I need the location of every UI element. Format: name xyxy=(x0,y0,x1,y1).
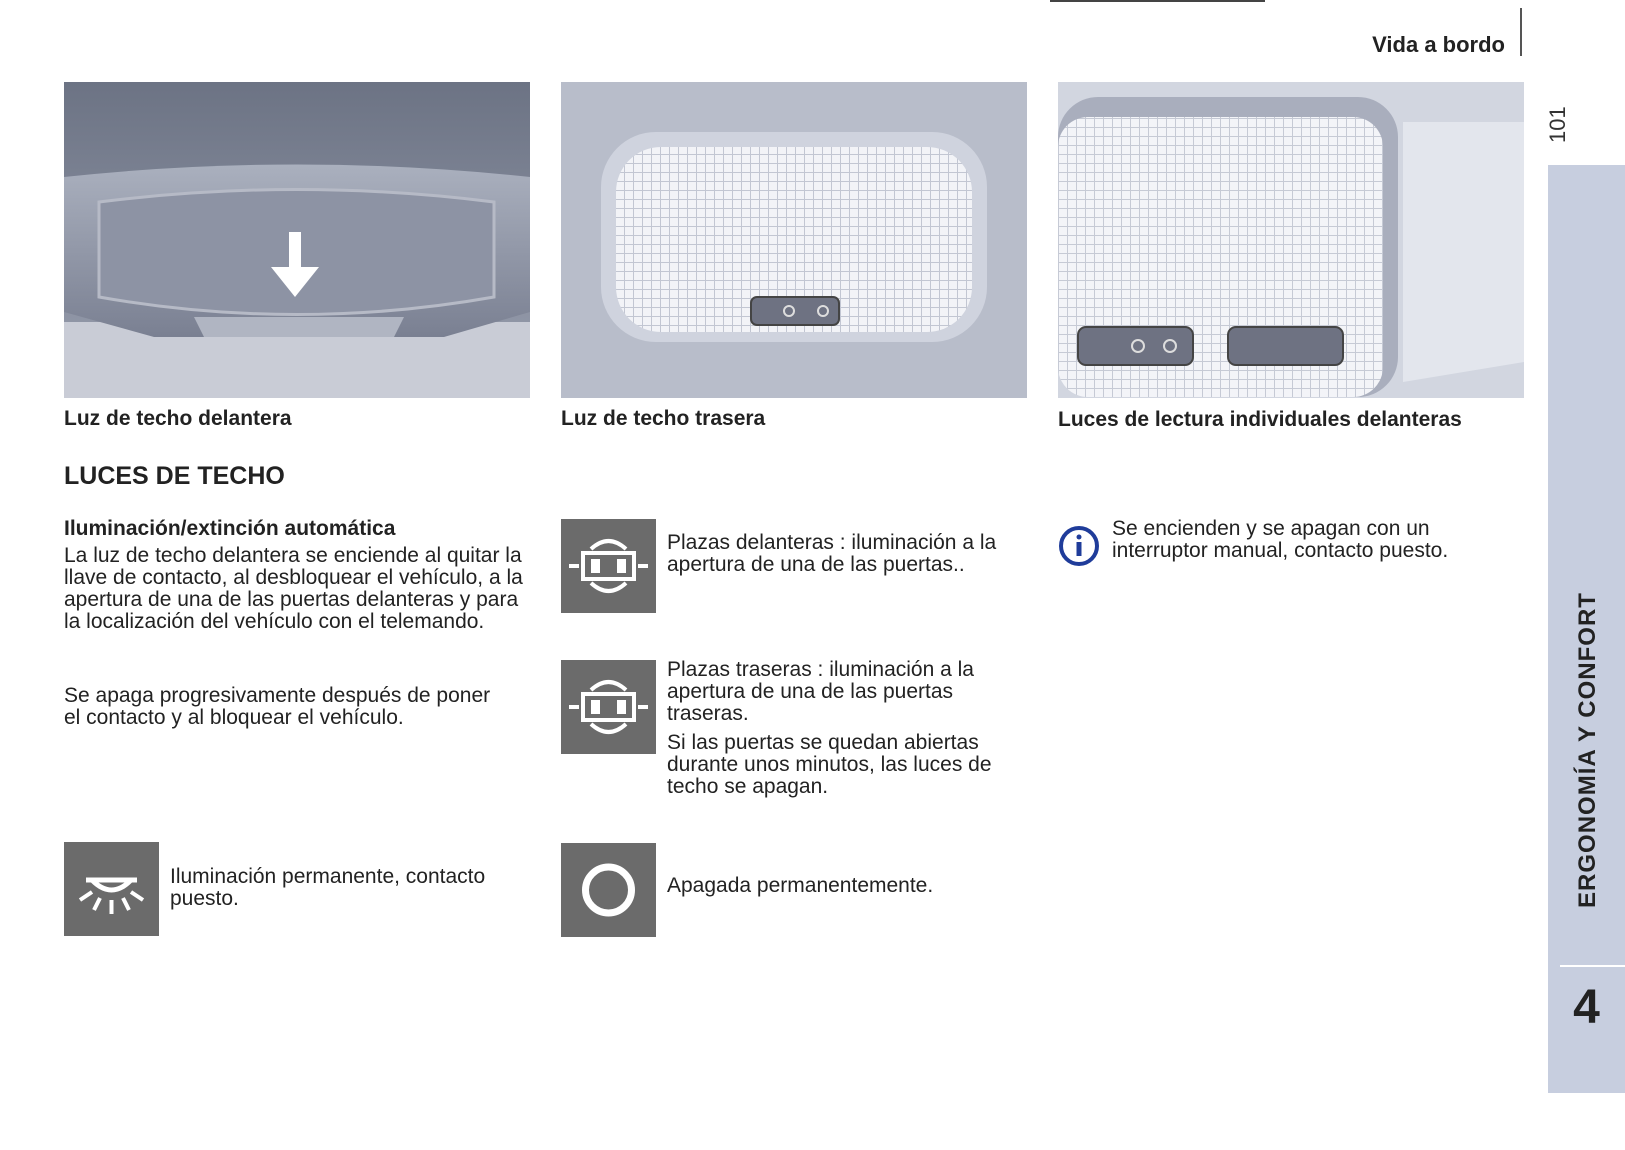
subsection-title: Iluminación/extinción automática xyxy=(64,517,396,540)
rear-ceiling-light-illustration xyxy=(561,82,1027,398)
top-rule xyxy=(1050,0,1265,2)
front-ceiling-light-photo xyxy=(64,82,530,398)
reading-lights-illustration xyxy=(1058,82,1524,398)
reading-lights-photo xyxy=(1058,82,1524,398)
progressive-off-paragraph: Se apaga progresivamente después de poner el contacto y al bloquear el vehículo. xyxy=(64,684,491,729)
front-seats-text: Plazas delanteras : iluminación a la apertura de una de las puertas.. xyxy=(667,531,997,576)
section-title: LUCES DE TECHO xyxy=(64,462,285,490)
page-number: 101 xyxy=(1545,106,1570,143)
rear-ceiling-light-caption: Luz de techo trasera xyxy=(561,407,766,430)
front-ceiling-light-caption: Luz de techo delantera xyxy=(64,407,292,430)
info-icon xyxy=(1058,525,1100,567)
chapter-tab-label: ERGONOMÍA Y CONFORT xyxy=(1574,592,1601,908)
rear-seats-icon-box xyxy=(561,660,656,754)
reading-lights-caption: Luces de lectura individuales delanteras xyxy=(1058,408,1462,431)
chapter-number: 4 xyxy=(1573,981,1600,1034)
info-text: Se encienden y se apagan con un interruptor manual, contacto puesto. xyxy=(1112,517,1449,562)
front-ceiling-light-illustration xyxy=(64,82,530,398)
doors-open-text: Si las puertas se quedan abiertas durante unos minutos, las luces de techo se apagan. xyxy=(667,731,992,798)
door-lamp-icon xyxy=(561,660,656,754)
door-lamp-icon xyxy=(561,519,656,613)
off-text: Apagada permanentemente. xyxy=(667,874,934,897)
chapter-tab-divider xyxy=(1560,965,1625,967)
permanent-lighting-text: Iluminación permanente, contacto puesto. xyxy=(170,865,486,910)
permanent-lighting-icon-box xyxy=(64,842,159,936)
rear-seats-text: Plazas traseras : iluminación a la apertura de una de las puertas traseras. xyxy=(667,658,974,725)
off-icon-box xyxy=(561,843,656,937)
header-rule xyxy=(1520,8,1522,56)
front-seats-icon-box xyxy=(561,519,656,613)
rear-ceiling-light-photo xyxy=(561,82,1027,398)
circle-off-icon xyxy=(561,843,656,937)
chapter-tab xyxy=(1548,165,1625,1093)
dome-light-on-icon xyxy=(64,842,159,936)
section-header: Vida a bordo xyxy=(1372,32,1505,57)
automatic-lighting-paragraph: La luz de techo delantera se enciende al quitar la llave de contacto, al desbloquear el vehículo, a la apertura de una de las puertas delanteras y para la localización del vehículo con el telemando. xyxy=(64,544,523,633)
